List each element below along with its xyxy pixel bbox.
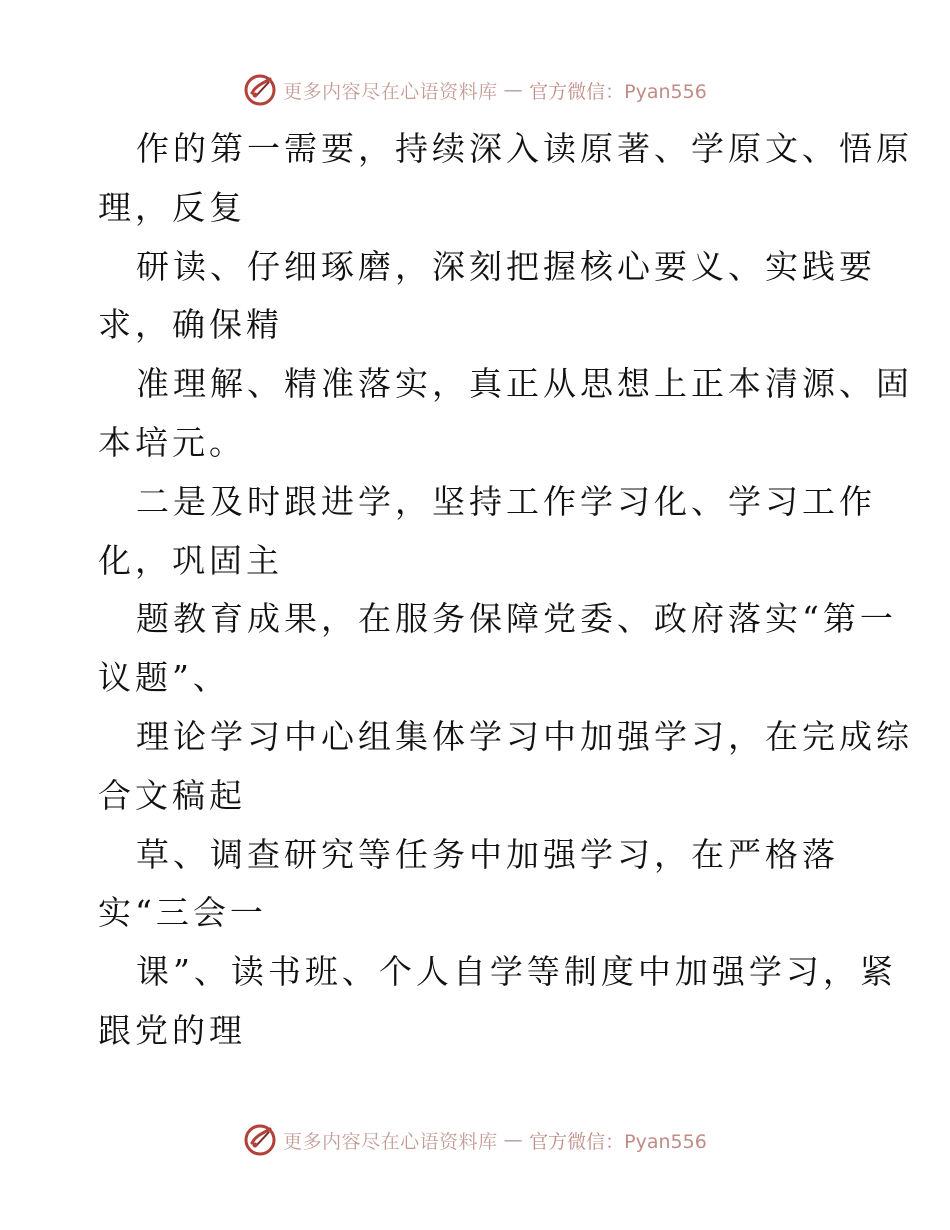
document-body — [98, 120, 913, 1061]
header-wechat-text: 官方微信：Pyan556 — [529, 80, 707, 103]
body-line: 跟党的理 — [98, 1010, 246, 1050]
footer-source-text: 更多内容尽在心语资料库 — [283, 1130, 498, 1153]
body-line: 议题”、 — [98, 658, 230, 698]
body-line: 实“三会一 — [98, 893, 267, 933]
body-line: 草、调查研究等任务中加强学习，在严格落 — [136, 834, 839, 874]
header-source-text: 更多内容尽在心语资料库 — [283, 80, 498, 103]
footer-wechat-text: 官方微信：Pyan556 — [529, 1130, 707, 1153]
body-line: 题教育成果，在服务保障党委、政府落实“第一 — [136, 599, 897, 639]
body-line: 二是及时跟进学，坚持工作学习化、学习工作 — [136, 481, 876, 521]
body-line: 理，反复 — [98, 187, 246, 227]
header-watermark-banner — [0, 70, 950, 110]
brand-logo-icon — [243, 1123, 277, 1157]
footer-separator: — — [503, 1129, 524, 1151]
body-line: 化，巩固主 — [98, 540, 283, 580]
body-line: 求，确保精 — [98, 305, 283, 345]
body-line: 课”、读书班、个人自学等制度中加强学习，紧 — [136, 952, 897, 992]
body-line: 理论学习中心组集体学习中加强学习，在完成综 — [136, 716, 913, 756]
body-line: 准理解、精准落实，真正从思想上正本清源、固 — [136, 364, 913, 404]
brand-logo-icon — [243, 73, 277, 107]
body-line: 研读、仔细琢磨，深刻把握核心要义、实践要 — [136, 246, 876, 286]
body-line: 合文稿起 — [98, 775, 246, 815]
header-separator: — — [503, 79, 524, 101]
body-line: 作的第一需要，持续深入读原著、学原文、悟原 — [136, 129, 913, 168]
body-line: 本培元。 — [98, 422, 246, 462]
footer-watermark-banner — [0, 1120, 950, 1160]
